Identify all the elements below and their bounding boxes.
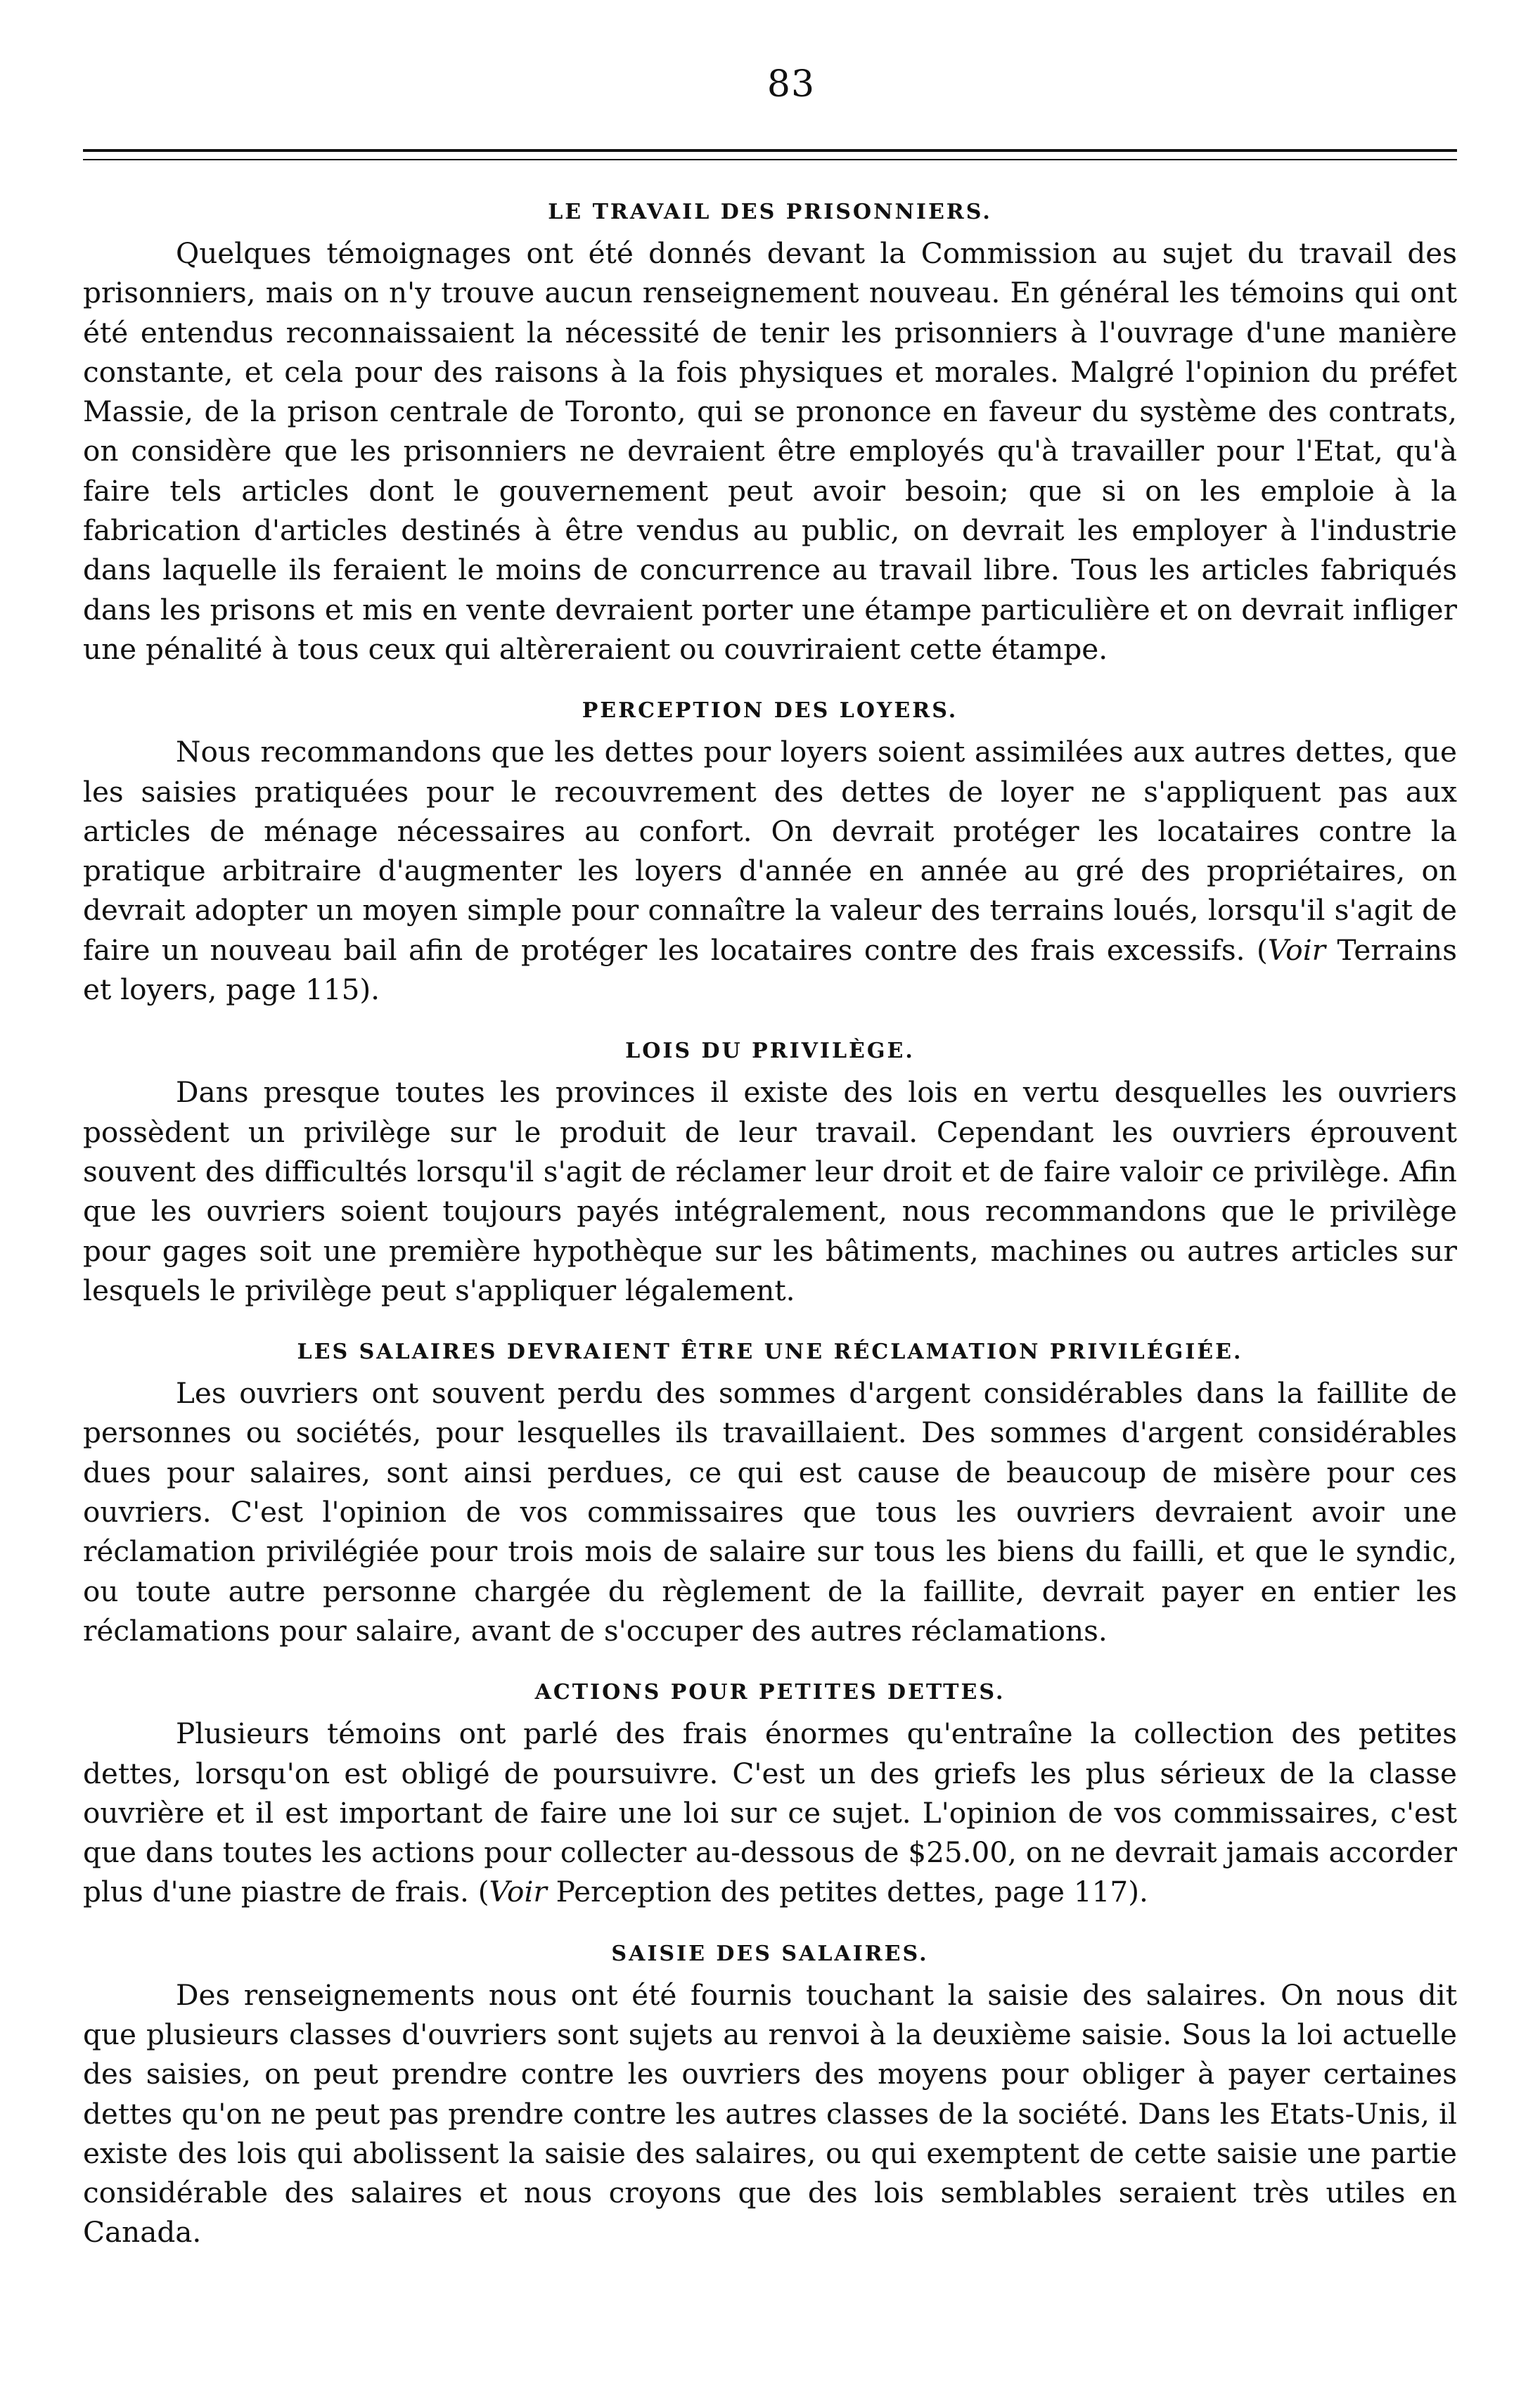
section-prisoners-labour [83, 197, 1457, 669]
section-paragraph: Dans presque toutes les provinces il existe des lois en vertu desquelles les ouvriers possèdent un privilège sur le produit de leur travail. Cependant les ouvriers éprouvent souvent des difficultés lorsqu'il s'agit de réclamer leur droit et de faire valoir ce privilège. Afin que les ouvriers soient toujours payés intégralement, nous recommandons que le privilège pour gages soit une première hypothèque sur les bâtiments, machines ou autres articles sur lesquels le privilège peut s'appliquer légalement. [83, 1075, 1457, 1307]
section-heading: LE TRAVAIL DES PRISONNIERS. [548, 200, 992, 224]
section-paragraph: Quelques témoignages ont été donnés devant la Commission au sujet du travail des prisonniers, mais on n'y trouve aucun renseignement nouveau. En général les témoins qui ont été entendus reconnaissaient la nécessité de tenir les prisonniers à l'ouvrage d'une manière constante, et cela pour des raisons à la fois physiques et morales. Malgré l'opinion du préfet Massie, de la prison centrale de Toronto, qui se prononce en faveur du système des contrats, on considère que les prisonniers ne devraient être employés qu'à travailler pour l'Etat, qu'à faire tels articles dont le gouvernement peut avoir besoin; que si on les emploie à la fabrication d'articles destinés à être vendus au public, on devrait les employer à l'industrie dans laquelle ils feraient le moins de concurrence au travail libre. Tous les articles fabriqués dans les prisons et mis en vente devraient porter une étampe particulière et on devrait infliger une pénalité à tous ceux qui altèreraient ou couvriraient cette étampe. [83, 236, 1457, 666]
section-wage-garnishment [83, 1939, 1457, 2252]
section-heading: LOIS DU PRIVILÈGE. [625, 1039, 915, 1064]
reference-text: Terrains et loyers, page 115). [83, 932, 1457, 1007]
section-heading: SAISIE DES SALAIRES. [611, 1941, 929, 1966]
section-lien-laws [83, 1036, 1457, 1310]
section-privileged-wages [83, 1337, 1457, 1650]
section-paragraph [83, 732, 1457, 1009]
section-paragraph: Les ouvriers ont souvent perdu des sommes d'argent considérables dans la faillite de personnes ou sociétés, pour lesquelles ils travaillaient. Des sommes d'argent considérables dues pour salaires, sont ainsi perdues, ce qui est cause de beaucoup de misère pour ces ouvriers. C'est l'opinion de vos commissaires que tous les ouvriers devraient avoir une réclamation privilégiée pour trois mois de salaire sur tous les biens du failli, et que le syndic, ou toute autre personne chargée du règlement de la faillite, devrait payer en entier les réclamations pour salaire, avant de s'occuper des autres réclamations. [83, 1376, 1457, 1648]
paragraph-text: Nous recommandons que les dettes pour loyers soient assimilées aux autres dettes, que les saisies pratiquées pour le recouvrement des dettes de loyer ne s'appliquent pas aux articles de ménage nécessaires au confort. On devrait protéger les locataires contre la pratique arbitraire d'augmenter les loyers d'année en année au gré des propriétaires, on devrait adopter un moyen simple pour connaître la valeur des terrains loués, lorsqu'il s'agit de faire un nouveau bail afin de protéger les locataires contre des frais excessifs. ( [83, 735, 1457, 967]
section-heading: PERCEPTION DES LOYERS. [582, 698, 958, 724]
section-paragraph: Des renseignements nous ont été fournis touchant la saisie des salaires. On nous dit que plusieurs classes d'ouvriers sont sujets au renvoi à la deuxième saisie. Sous la loi actuelle des saisies, on peut prendre contre les ouvriers des moyens pour obliger à payer certaines dettes qu'on ne peut pas prendre contre les autres classes de la société. Dans les Etats-Unis, il existe des lois qui abolissent la saisie des salaires, ou qui exemptent de cette saisie une partie considérable des salaires et nous croyons que des lois semblables seraient très utiles en Canada. [83, 1977, 1457, 2250]
section-small-debts [83, 1677, 1457, 1911]
section-heading: ACTIONS POUR PETITES DETTES. [534, 1680, 1006, 1705]
reference-word: Voir [489, 1875, 547, 1909]
reference-text: Perception des petites dettes, page 117). [546, 1875, 1148, 1909]
page-number: 83 [766, 63, 816, 105]
section-paragraph [83, 1714, 1457, 1911]
paragraph-text: Plusieurs témoins ont parlé des frais énormes qu'entraîne la collection des petites dettes, lorsqu'on est obligé de poursuivre. C'est un des griefs les plus sérieux de la classe ouvrière et il est important de faire une loi sur ce sujet. L'opinion de vos commissaires, c'est que dans toutes les actions pour collecter au-dessous de $25.00, on ne devrait jamais accorder plus d'une piastre de frais. ( [83, 1717, 1457, 1909]
section-rent-collection [83, 695, 1457, 1009]
document-page [83, 63, 1457, 2252]
header-rule-thin [83, 159, 1457, 160]
header-rule-thick [83, 149, 1457, 152]
reference-word: Voir [1267, 932, 1326, 967]
section-heading: LES SALAIRES DEVRAIENT ÊTRE UNE RÉCLAMATION PRIVILÉGIÉE. [297, 1340, 1243, 1365]
